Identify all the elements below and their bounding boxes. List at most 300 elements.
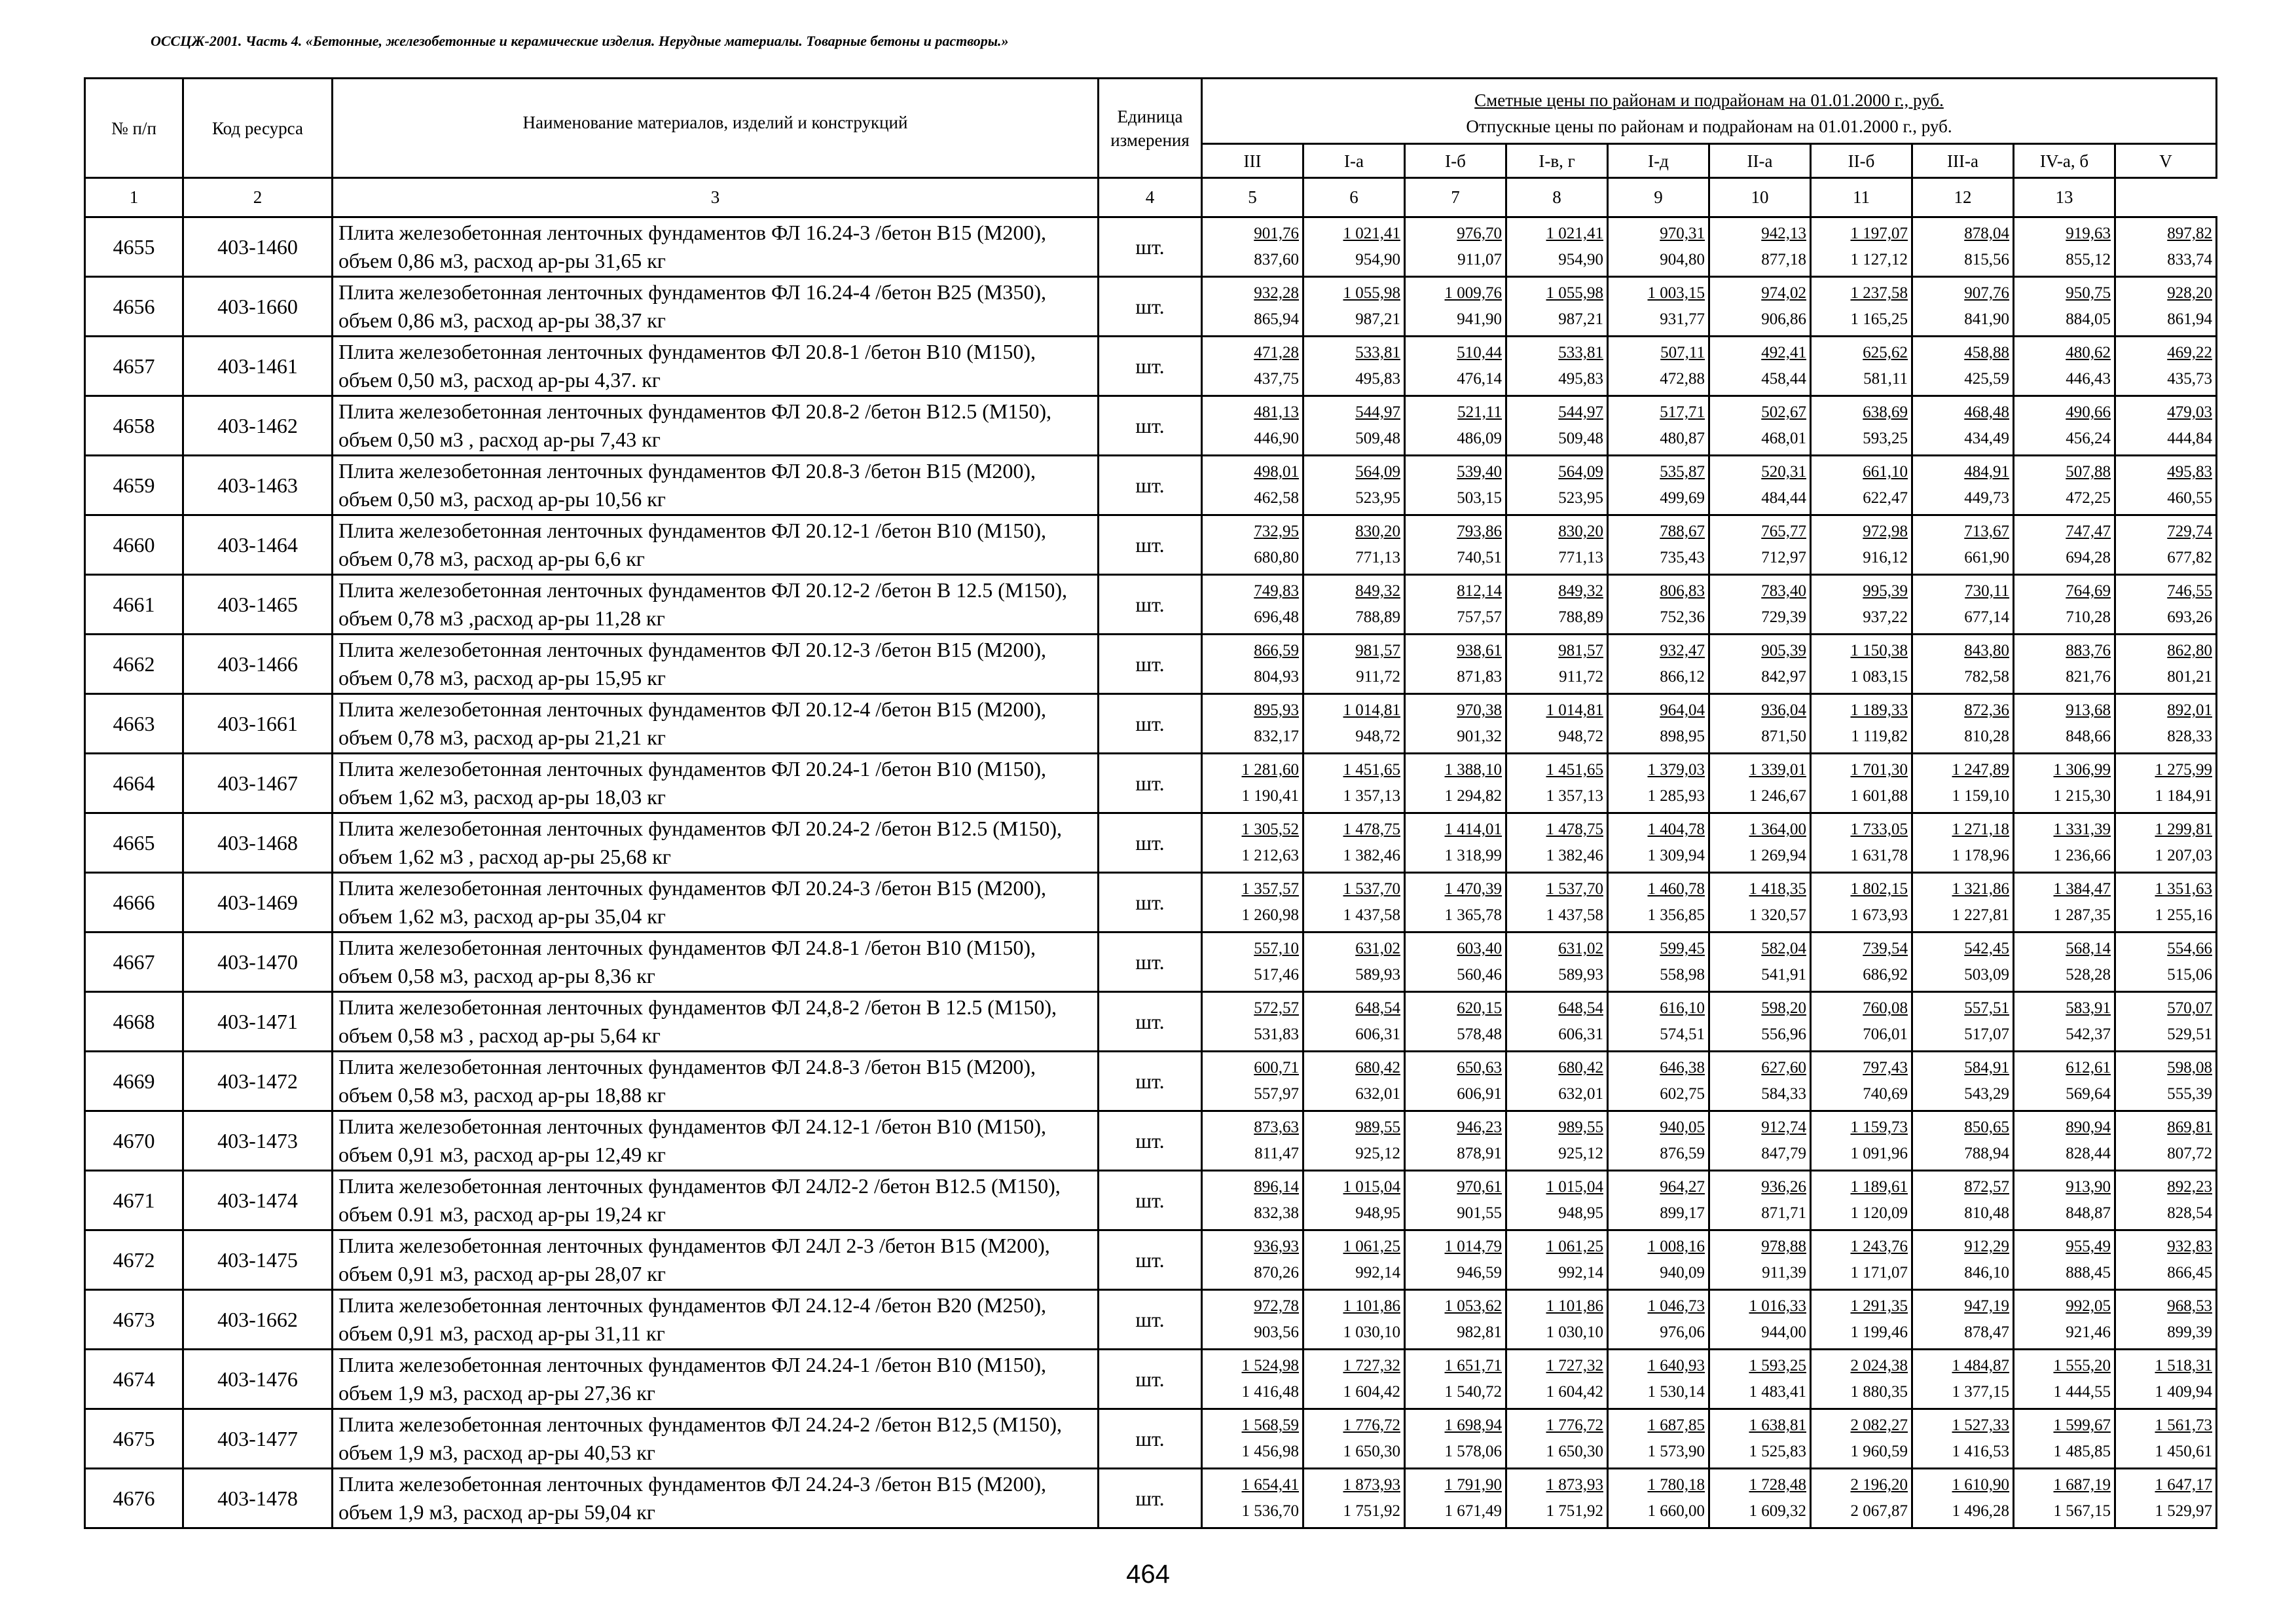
estimate-price: 970,61	[1457, 1178, 1502, 1196]
price-cell	[1405, 1290, 1506, 1350]
table-row	[85, 456, 2217, 515]
header-num: № п/п	[85, 79, 183, 178]
estimate-price: 1 537,70	[1546, 880, 1603, 898]
estimate-price: 1 728,48	[1749, 1476, 1806, 1494]
estimate-price: 1 189,61	[1850, 1178, 1908, 1196]
release-price: 1 227,81	[1952, 906, 2009, 924]
price-cell	[1811, 575, 1912, 635]
estimate-price: 992,05	[2066, 1297, 2111, 1315]
release-price: 1 207,03	[2155, 847, 2212, 864]
price-cell	[1912, 277, 2014, 337]
estimate-price: 862,80	[2167, 642, 2212, 659]
estimate-price: 1 014,81	[1343, 701, 1400, 719]
estimate-price: 1 101,86	[1343, 1297, 1400, 1315]
release-price: 898,95	[1660, 728, 1705, 745]
estimate-price: 913,68	[2066, 701, 2111, 719]
release-price: 486,09	[1457, 430, 1502, 447]
resource-code: 403-1477	[183, 1409, 333, 1469]
resource-code: 403-1460	[183, 217, 333, 277]
price-cell	[1405, 813, 1506, 873]
material-name: Плита железобетонная ленточных фундаментов ФЛ 24.24-3 /бетон В15 (М200), объем 1,9 м3, расход ар-ры 59,04 кг	[333, 1469, 1099, 1528]
price-cell	[1405, 1230, 1506, 1290]
release-price: 542,37	[2066, 1025, 2111, 1043]
price-cell	[1608, 515, 1709, 575]
column-number: 2	[183, 178, 333, 217]
price-cell	[1506, 1111, 1608, 1171]
estimate-price: 936,04	[1761, 701, 1806, 719]
unit-of-measure: шт.	[1099, 1469, 1202, 1528]
header-region: IV-а, б	[2014, 144, 2115, 178]
release-price: 696,48	[1254, 608, 1299, 626]
resource-code: 403-1466	[183, 635, 333, 694]
column-number: 12	[1912, 178, 2014, 217]
price-cell	[1405, 1469, 1506, 1528]
document-header: ОССЦЖ-2001. Часть 4. «Бетонные, железобетонные и керамические изделия. Нерудные материалы. Товарные бетоны и растворы.»	[151, 33, 1009, 49]
estimate-price: 650,63	[1457, 1059, 1502, 1077]
release-price: 1 357,13	[1343, 787, 1400, 805]
price-cell	[1608, 1290, 1709, 1350]
estimate-price: 1 021,41	[1546, 225, 1603, 242]
estimate-price: 1 247,89	[1952, 761, 2009, 779]
price-cell	[1202, 813, 1303, 873]
price-cell	[1709, 217, 1811, 277]
resource-code: 403-1462	[183, 396, 333, 456]
estimate-price: 598,20	[1761, 999, 1806, 1017]
release-price: 1 236,66	[2053, 847, 2111, 864]
price-cell	[1912, 635, 2014, 694]
estimate-price: 1 610,90	[1952, 1476, 2009, 1494]
estimate-price: 964,27	[1660, 1178, 1705, 1196]
column-number: 6	[1303, 178, 1405, 217]
release-price: 484,44	[1761, 489, 1806, 507]
release-price: 1 309,94	[1647, 847, 1705, 864]
price-cell	[1303, 873, 1405, 932]
price-cell	[1506, 992, 1608, 1052]
estimate-price: 1 698,94	[1444, 1416, 1502, 1434]
release-price: 435,73	[2167, 370, 2212, 388]
unit-of-measure: шт.	[1099, 277, 1202, 337]
price-cell	[2014, 813, 2115, 873]
price-cell	[1608, 1469, 1709, 1528]
release-price: 884,05	[2066, 310, 2111, 328]
release-price: 529,51	[2167, 1025, 2212, 1043]
estimate-price: 955,49	[2066, 1238, 2111, 1255]
price-cell	[1405, 932, 1506, 992]
release-price: 581,11	[1863, 370, 1908, 388]
price-cell	[1506, 1469, 1608, 1528]
estimate-price: 554,66	[2167, 940, 2212, 957]
release-price: 1 880,35	[1850, 1383, 1908, 1401]
release-price: 1 255,16	[2155, 906, 2212, 924]
release-price: 528,28	[2066, 966, 2111, 984]
price-cell	[2014, 1111, 2115, 1171]
row-number: 4672	[85, 1230, 183, 1290]
table-row	[85, 217, 2217, 277]
price-cell	[2115, 992, 2217, 1052]
material-name: Плита железобетонная ленточных фундаментов ФЛ 24Л2-2 /бетон В12.5 (М150), объем 0.91 м3, расход ар-ры 19,24 кг	[333, 1171, 1099, 1230]
release-price: 584,33	[1761, 1085, 1806, 1103]
release-price: 517,46	[1254, 966, 1299, 984]
price-cell	[1202, 456, 1303, 515]
price-cell	[1811, 1111, 1912, 1171]
unit-of-measure: шт.	[1099, 932, 1202, 992]
release-price: 1 377,15	[1952, 1383, 2009, 1401]
release-price: 1 567,15	[2053, 1502, 2111, 1520]
price-cell	[1405, 515, 1506, 575]
estimate-price: 598,08	[2167, 1059, 2212, 1077]
estimate-price: 869,81	[2167, 1118, 2212, 1136]
estimate-price: 1 460,78	[1647, 880, 1705, 898]
price-cell	[1811, 1290, 1912, 1350]
price-cell	[1811, 1350, 1912, 1409]
release-price: 1 536,70	[1241, 1502, 1299, 1520]
estimate-price: 872,36	[1964, 701, 2009, 719]
price-cell	[1303, 1290, 1405, 1350]
price-cell	[1608, 277, 1709, 337]
material-name: Плита железобетонная ленточных фундаментов ФЛ 24Л 2-3 /бетон В15 (М200), объем 0,91 м3, расход ар-ры 28,07 кг	[333, 1230, 1099, 1290]
row-number: 4674	[85, 1350, 183, 1409]
price-cell	[2014, 1409, 2115, 1469]
unit-of-measure: шт.	[1099, 635, 1202, 694]
price-cell	[1506, 1230, 1608, 1290]
estimate-price: 1 014,79	[1444, 1238, 1502, 1255]
release-price: 1 260,98	[1241, 906, 1299, 924]
estimate-price: 812,14	[1457, 582, 1502, 600]
estimate-price: 1 647,17	[2155, 1476, 2212, 1494]
release-price: 1 030,10	[1546, 1323, 1603, 1341]
estimate-price: 1 379,03	[1647, 761, 1705, 779]
price-cell	[1811, 1052, 1912, 1111]
price-cell	[1303, 575, 1405, 635]
release-price: 710,28	[2066, 608, 2111, 626]
unit-of-measure: шт.	[1099, 1230, 1202, 1290]
price-cell	[1709, 515, 1811, 575]
estimate-price: 946,23	[1457, 1118, 1502, 1136]
price-cell	[1811, 1230, 1912, 1290]
release-price: 1 437,58	[1546, 906, 1603, 924]
row-number: 4669	[85, 1052, 183, 1111]
release-price: 832,38	[1254, 1204, 1299, 1222]
release-price: 523,95	[1355, 489, 1400, 507]
column-number: 3	[333, 178, 1099, 217]
release-price: 771,13	[1558, 549, 1603, 566]
estimate-price: 883,76	[2066, 642, 2111, 659]
price-cell	[1608, 932, 1709, 992]
estimate-price: 648,54	[1558, 999, 1603, 1017]
estimate-price: 890,94	[2066, 1118, 2111, 1136]
release-price: 1 171,07	[1850, 1264, 1908, 1282]
price-cell	[1912, 694, 2014, 754]
table-row	[85, 1052, 2217, 1111]
estimate-price: 897,82	[2167, 225, 2212, 242]
release-price: 1 119,82	[1851, 728, 1908, 745]
row-number: 4660	[85, 515, 183, 575]
release-price: 462,58	[1254, 489, 1299, 507]
estimate-price: 896,14	[1254, 1178, 1299, 1196]
estimate-price: 1 055,98	[1343, 284, 1400, 302]
unit-of-measure: шт.	[1099, 1290, 1202, 1350]
price-cell	[2115, 1409, 2217, 1469]
price-cell	[2014, 217, 2115, 277]
estimate-price: 843,80	[1964, 642, 2009, 659]
price-cell	[1912, 337, 2014, 396]
release-price: 992,14	[1558, 1264, 1603, 1282]
column-number: 1	[85, 178, 183, 217]
release-price: 460,55	[2167, 489, 2212, 507]
release-price: 434,49	[1964, 430, 2009, 447]
estimate-price: 1 470,39	[1444, 880, 1502, 898]
price-cell	[1303, 694, 1405, 754]
release-price: 458,44	[1761, 370, 1806, 388]
release-price: 446,90	[1254, 430, 1299, 447]
release-price: 558,98	[1660, 966, 1705, 984]
price-cell	[1811, 515, 1912, 575]
release-price: 677,14	[1964, 608, 2009, 626]
table-row	[85, 515, 2217, 575]
resource-code: 403-1478	[183, 1469, 333, 1528]
release-price: 1 578,06	[1444, 1443, 1502, 1460]
release-price: 1 751,92	[1546, 1502, 1603, 1520]
price-cell	[2014, 1290, 2115, 1350]
estimate-price: 2 024,38	[1850, 1357, 1908, 1375]
price-cell	[1303, 515, 1405, 575]
release-price: 574,51	[1660, 1025, 1705, 1043]
release-price: 712,97	[1761, 549, 1806, 566]
release-price: 899,39	[2167, 1323, 2212, 1341]
release-price: 1 318,99	[1444, 847, 1502, 864]
release-price: 1 357,13	[1546, 787, 1603, 805]
release-price: 1 083,15	[1850, 668, 1908, 686]
release-price: 1 356,85	[1647, 906, 1705, 924]
price-cell	[1608, 1350, 1709, 1409]
release-price: 480,87	[1660, 430, 1705, 447]
row-number: 4664	[85, 754, 183, 813]
estimate-price: 1 802,15	[1850, 880, 1908, 898]
release-price: 752,36	[1660, 608, 1705, 626]
row-number: 4663	[85, 694, 183, 754]
estimate-price: 1 331,39	[2053, 821, 2111, 838]
release-price: 1 294,82	[1444, 787, 1502, 805]
release-price: 833,74	[2167, 251, 2212, 268]
estimate-price: 616,10	[1660, 999, 1705, 1017]
release-price: 871,83	[1457, 668, 1502, 686]
price-cell	[2014, 575, 2115, 635]
resource-code: 403-1660	[183, 277, 333, 337]
release-price: 866,12	[1660, 668, 1705, 686]
estimate-price: 928,20	[2167, 284, 2212, 302]
estimate-price: 1 357,57	[1241, 880, 1299, 898]
price-cell	[2014, 515, 2115, 575]
price-cell	[1405, 277, 1506, 337]
release-price: 810,28	[1964, 728, 2009, 745]
estimate-price: 936,93	[1254, 1238, 1299, 1255]
price-cell	[2115, 694, 2217, 754]
header-region: II-а	[1709, 144, 1811, 178]
column-number: 7	[1405, 178, 1506, 217]
estimate-price: 599,45	[1660, 940, 1705, 957]
material-name: Плита железобетонная ленточных фундаментов ФЛ 20.8-2 /бетон В12.5 (М150), объем 0,50 м3 , расход ар-ры 7,43 кг	[333, 396, 1099, 456]
header-region: III	[1202, 144, 1303, 178]
release-price: 499,69	[1660, 489, 1705, 507]
release-price: 847,79	[1761, 1145, 1806, 1162]
header-prices-release: Отпускные цены по районам и подрайонам на 01.01.2000 г., руб.	[1466, 116, 1952, 136]
release-price: 810,48	[1964, 1204, 2009, 1222]
release-price: 815,56	[1964, 251, 2009, 268]
price-cell	[1303, 992, 1405, 1052]
price-cell	[1811, 873, 1912, 932]
price-cell	[1608, 217, 1709, 277]
estimate-price: 932,47	[1660, 642, 1705, 659]
estimate-price: 1 271,18	[1952, 821, 2009, 838]
estimate-price: 584,91	[1964, 1059, 2009, 1077]
material-name: Плита железобетонная ленточных фундаментов ФЛ 24,8-2 /бетон В 12.5 (М150), объем 0,58 м3 , расход ар-ры 5,64 кг	[333, 992, 1099, 1052]
estimate-price: 932,83	[2167, 1238, 2212, 1255]
price-cell	[1811, 1409, 1912, 1469]
release-price: 1 199,46	[1850, 1323, 1908, 1341]
release-price: 632,01	[1355, 1085, 1400, 1103]
release-price: 987,21	[1558, 310, 1603, 328]
release-price: 1 409,94	[2155, 1383, 2212, 1401]
table-row	[85, 694, 2217, 754]
resource-code: 403-1472	[183, 1052, 333, 1111]
price-cell	[1202, 1052, 1303, 1111]
material-name: Плита железобетонная ленточных фундаментов ФЛ 20.8-3 /бетон В15 (М200), объем 0,50 м3, расход ар-ры 10,56 кг	[333, 456, 1099, 515]
release-price: 982,81	[1457, 1323, 1502, 1341]
release-price: 904,80	[1660, 251, 1705, 268]
release-price: 437,75	[1254, 370, 1299, 388]
estimate-price: 830,20	[1355, 523, 1400, 540]
unit-of-measure: шт.	[1099, 1171, 1202, 1230]
release-price: 1 650,30	[1546, 1443, 1603, 1460]
estimate-price: 533,81	[1558, 344, 1603, 361]
price-cell	[1912, 932, 2014, 992]
price-cell	[2115, 1171, 2217, 1230]
price-cell	[1811, 1469, 1912, 1528]
header-region: V	[2115, 144, 2217, 178]
column-number: 9	[1608, 178, 1709, 217]
price-cell	[2115, 456, 2217, 515]
release-price: 911,72	[1356, 668, 1400, 686]
estimate-price: 648,54	[1355, 999, 1400, 1017]
row-number: 4675	[85, 1409, 183, 1469]
unit-of-measure: шт.	[1099, 873, 1202, 932]
release-price: 804,93	[1254, 668, 1299, 686]
estimate-price: 1 237,58	[1850, 284, 1908, 302]
row-number: 4655	[85, 217, 183, 277]
table-row	[85, 1290, 2217, 1350]
release-price: 801,21	[2167, 668, 2212, 686]
release-price: 495,83	[1355, 370, 1400, 388]
release-price: 694,28	[2066, 549, 2111, 566]
release-price: 555,39	[2167, 1085, 2212, 1103]
price-cell	[1608, 1052, 1709, 1111]
unit-of-measure: шт.	[1099, 1350, 1202, 1409]
price-cell	[1303, 337, 1405, 396]
release-price: 476,14	[1457, 370, 1502, 388]
estimate-price: 764,69	[2066, 582, 2111, 600]
release-price: 954,90	[1558, 251, 1603, 268]
estimate-price: 603,40	[1457, 940, 1502, 957]
estimate-price: 783,40	[1761, 582, 1806, 600]
release-price: 855,12	[2066, 251, 2111, 268]
release-price: 1 215,30	[2053, 787, 2111, 805]
release-price: 1 573,90	[1647, 1443, 1705, 1460]
estimate-price: 730,11	[1965, 582, 2009, 600]
release-price: 906,86	[1761, 310, 1806, 328]
release-price: 569,64	[2066, 1085, 2111, 1103]
release-price: 1 604,42	[1343, 1383, 1400, 1401]
page-number: 464	[1126, 1560, 1170, 1589]
price-cell	[1202, 992, 1303, 1052]
estimate-price: 1 061,25	[1546, 1238, 1603, 1255]
column-number: 5	[1202, 178, 1303, 217]
release-price: 866,45	[2167, 1264, 2212, 1282]
unit-of-measure: шт.	[1099, 754, 1202, 813]
estimate-price: 765,77	[1761, 523, 1806, 540]
estimate-price: 458,88	[1964, 344, 2009, 361]
estimate-price: 520,31	[1761, 463, 1806, 481]
material-name: Плита железобетонная ленточных фундаментов ФЛ 24.12-4 /бетон В20 (М250), объем 0,91 м3, расход ар-ры 31,11 кг	[333, 1290, 1099, 1350]
price-cell	[2014, 396, 2115, 456]
table-row	[85, 1409, 2217, 1469]
estimate-price: 1 451,65	[1546, 761, 1603, 779]
estimate-price: 1 003,15	[1647, 284, 1705, 302]
row-number: 4665	[85, 813, 183, 873]
price-cell	[1608, 635, 1709, 694]
release-price: 976,06	[1660, 1323, 1705, 1341]
price-cell	[1811, 635, 1912, 694]
price-cell	[1405, 754, 1506, 813]
release-price: 861,94	[2167, 310, 2212, 328]
release-price: 1 269,94	[1749, 847, 1806, 864]
resource-code: 403-1465	[183, 575, 333, 635]
price-cell	[1303, 1230, 1405, 1290]
column-number: 8	[1506, 178, 1608, 217]
material-name: Плита железобетонная ленточных фундаментов ФЛ 20.8-1 /бетон В10 (М150), объем 0,50 м3, расход ар-ры 4,37. кг	[333, 337, 1099, 396]
estimate-price: 1 009,76	[1444, 284, 1502, 302]
estimate-price: 1 150,38	[1850, 642, 1908, 659]
material-name: Плита железобетонная ленточных фундаментов ФЛ 20.12-3 /бетон В15 (М200), объем 0,78 м3, расход ар-ры 15,95 кг	[333, 635, 1099, 694]
release-price: 503,15	[1457, 489, 1502, 507]
price-cell	[1405, 575, 1506, 635]
unit-of-measure: шт.	[1099, 813, 1202, 873]
column-number: 4	[1099, 178, 1202, 217]
material-name: Плита железобетонная ленточных фундаментов ФЛ 16.24-3 /бетон В15 (М200), объем 0,86 м3, расход ар-ры 31,65 кг	[333, 217, 1099, 277]
resource-code: 403-1475	[183, 1230, 333, 1290]
release-price: 740,51	[1457, 549, 1502, 566]
price-cell	[1405, 217, 1506, 277]
release-price: 832,17	[1254, 728, 1299, 745]
estimate-price: 620,15	[1457, 999, 1502, 1017]
estimate-price: 557,10	[1254, 940, 1299, 957]
price-cell	[1506, 1171, 1608, 1230]
price-table	[84, 77, 2217, 1529]
price-cell	[1709, 635, 1811, 694]
price-cell	[1811, 337, 1912, 396]
estimate-price: 570,07	[2167, 999, 2212, 1017]
release-price: 1 190,41	[1241, 787, 1299, 805]
estimate-price: 788,67	[1660, 523, 1705, 540]
estimate-price: 1 275,99	[2155, 761, 2212, 779]
release-price: 677,82	[2167, 549, 2212, 566]
release-price: 782,58	[1964, 668, 2009, 686]
resource-code: 403-1461	[183, 337, 333, 396]
table-row	[85, 1230, 2217, 1290]
release-price: 871,71	[1761, 1204, 1806, 1222]
release-price: 589,93	[1558, 966, 1603, 984]
price-cell	[1303, 635, 1405, 694]
unit-of-measure: шт.	[1099, 575, 1202, 635]
